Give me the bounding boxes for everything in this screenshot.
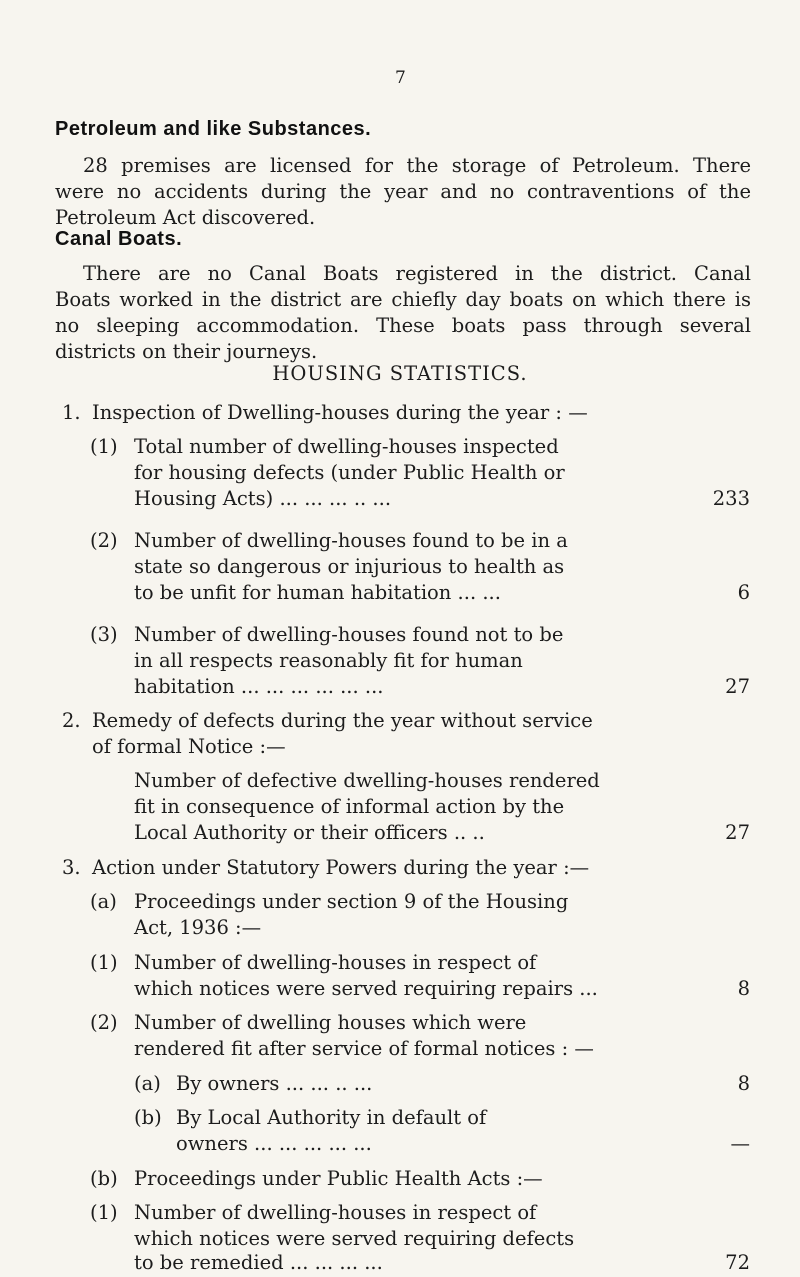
- item-1-1-value: 233: [712, 487, 750, 510]
- section-3-number: 3.: [62, 856, 81, 879]
- section-2-number: 2.: [62, 709, 81, 732]
- item-3-a-2-b-line-2: owners ... ... ... ... ...: [176, 1132, 372, 1155]
- item-1-2-line-3: to be unfit for human habitation ... ...: [134, 581, 501, 604]
- section-2-line-2: of formal Notice :—: [92, 735, 286, 758]
- item-3-a-1-value: 8: [737, 977, 750, 1000]
- section-1-number: 1.: [62, 401, 81, 424]
- item-3-a-2-a-value: 8: [737, 1072, 750, 1095]
- page-number: 7: [395, 68, 406, 88]
- item-3-a-marker: (a): [90, 890, 117, 913]
- item-3-a-2-line-1: Number of dwelling houses which were: [134, 1011, 527, 1034]
- petroleum-heading: Petroleum and like Substances.: [55, 118, 372, 140]
- item-3-b-1-marker: (1): [90, 1201, 118, 1224]
- petroleum-paragraph: [55, 153, 751, 231]
- section-2-sub-line-2: fit in consequence of informal action by the: [134, 795, 565, 818]
- item-1-3-line-1: Number of dwelling-houses found not to be: [134, 623, 564, 646]
- section-2-sub-line-3: Local Authority or their officers .. ..: [134, 821, 485, 844]
- item-3-b-1-line-1: Number of dwelling-houses in respect of: [134, 1201, 537, 1224]
- item-3-a-1-line-1: Number of dwelling-houses in respect of: [134, 951, 537, 974]
- item-1-2-line-2: state so dangerous or injurious to health as: [134, 555, 565, 578]
- section-2-value: 27: [725, 821, 750, 844]
- item-3-b-1-value: 72: [725, 1251, 750, 1274]
- item-1-2-marker: (2): [90, 529, 118, 552]
- item-3-b-line-1: Proceedings under Public Health Acts :—: [134, 1167, 543, 1190]
- item-1-2-value: 6: [737, 581, 750, 604]
- item-3-a-2-b-marker: (b): [134, 1106, 162, 1129]
- canal-heading: Canal Boats.: [55, 228, 183, 250]
- housing-statistics-title: HOUSING STATISTICS.: [272, 362, 528, 385]
- canal-line-2: Boats worked in the district are chiefly day boats on which there is: [55, 288, 751, 311]
- item-3-a-2-b-value: —: [730, 1132, 750, 1155]
- section-3-title: Action under Statutory Powers during the year :—: [92, 856, 590, 879]
- item-1-1-line-3: Housing Acts) ... ... ... .. ...: [134, 487, 392, 510]
- item-3-a-line-2: Act, 1936 :—: [134, 916, 262, 939]
- item-3-b-1-line-2: which notices were served requiring defects: [134, 1227, 575, 1250]
- item-3-a-2-marker: (2): [90, 1011, 118, 1034]
- item-3-b-marker: (b): [90, 1167, 118, 1190]
- petroleum-line-1: 28 premises are licensed for the storage of Petroleum. There: [83, 154, 751, 177]
- item-1-3-line-3: habitation ... ... ... ... ... ...: [134, 675, 384, 698]
- item-3-a-2-line-2: rendered fit after service of formal notices : —: [134, 1037, 594, 1060]
- canal-line-4: districts on their journeys.: [55, 340, 318, 363]
- canal-line-1: There are no Canal Boats registered in the district. Canal: [83, 262, 751, 285]
- item-3-a-1-line-2: which notices were served requiring repairs ...: [134, 977, 598, 1000]
- item-1-1-line-1: Total number of dwelling-houses inspected: [134, 435, 559, 458]
- section-2-sub-line-1: Number of defective dwelling-houses rendered: [134, 769, 600, 792]
- item-3-a-2-a-line-1: By owners ... ... .. ...: [176, 1072, 373, 1095]
- canal-paragraph: [55, 261, 751, 365]
- item-3-a-2-a-marker: (a): [134, 1072, 161, 1095]
- item-1-1-marker: (1): [90, 435, 118, 458]
- item-1-3-line-2: in all respects reasonably fit for human: [134, 649, 523, 672]
- item-3-a-1-marker: (1): [90, 951, 118, 974]
- item-3-b-1-line-3: to be remedied ... ... ... ...: [134, 1251, 383, 1274]
- petroleum-line-3: Petroleum Act discovered.: [55, 206, 316, 229]
- canal-line-3: no sleeping accommodation. These boats pass through several: [55, 314, 751, 337]
- item-1-2-line-1: Number of dwelling-houses found to be in a: [134, 529, 568, 552]
- section-1-title: Inspection of Dwelling-houses during the year : —: [92, 401, 588, 424]
- section-2-line-1: Remedy of defects during the year without service: [92, 709, 593, 732]
- item-3-a-line-1: Proceedings under section 9 of the Housing: [134, 890, 569, 913]
- item-3-a-2-b-line-1: By Local Authority in default of: [176, 1106, 487, 1129]
- petroleum-line-2: were no accidents during the year and no contraventions of the: [55, 180, 751, 203]
- item-1-3-marker: (3): [90, 623, 118, 646]
- item-1-3-value: 27: [725, 675, 750, 698]
- item-1-1-line-2: for housing defects (under Public Health or: [134, 461, 565, 484]
